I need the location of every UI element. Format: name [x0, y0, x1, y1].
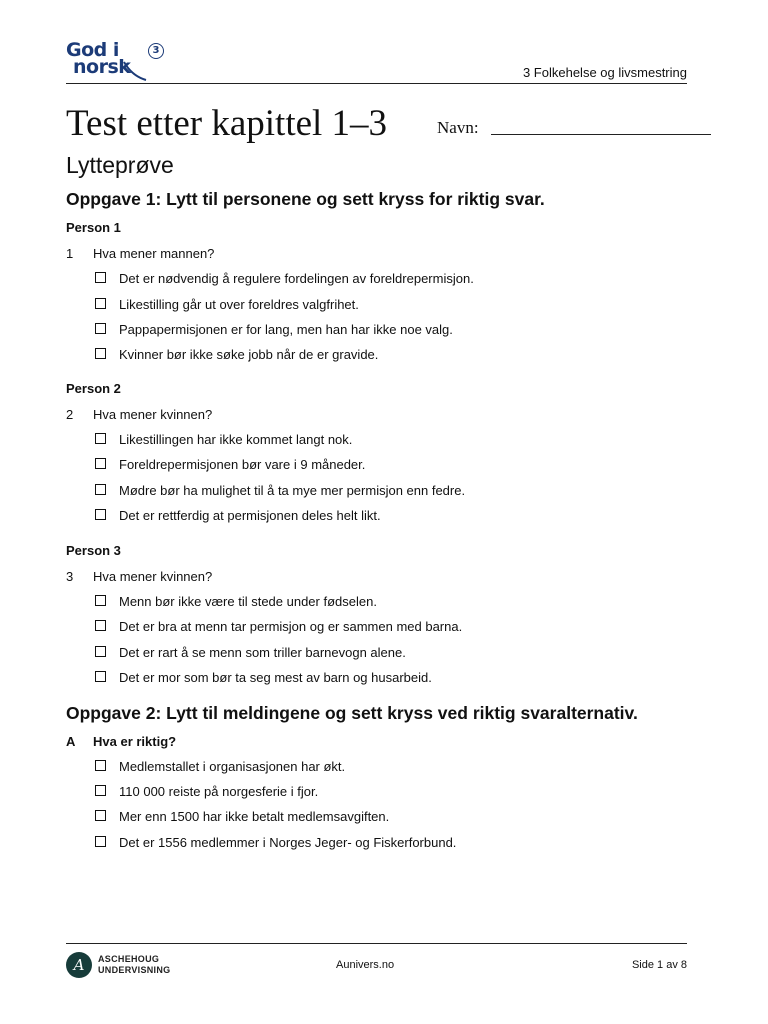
q3-option-1[interactable]: [95, 594, 377, 610]
t2-option-4[interactable]: [95, 835, 456, 851]
q1-option-1[interactable]: [95, 271, 474, 287]
checkbox[interactable]: [95, 484, 106, 495]
checkbox[interactable]: [95, 272, 106, 283]
q3-option-2[interactable]: [95, 619, 462, 635]
question3-number: 3: [66, 569, 74, 584]
option-label: Mødre bør ha mulighet til å ta mye mer permisjon enn fedre.: [119, 483, 466, 498]
checkbox[interactable]: [95, 646, 106, 657]
q2-option-2[interactable]: [95, 457, 365, 473]
checkbox[interactable]: [95, 836, 106, 847]
footer-site-link[interactable]: Aunivers.no: [336, 959, 395, 971]
person2-label: Person 2: [66, 381, 121, 396]
question2-text: Hva mener kvinnen?: [93, 407, 213, 422]
option-label: Medlemstallet i organisasjonen har økt.: [119, 759, 346, 774]
task2-title: Oppgave 2: Lytt til meldingene og sett kryss ved riktig svaralternativ.: [66, 703, 638, 723]
brand-line2: UNDERVISNING: [98, 965, 171, 975]
option-label: Det er 1556 medlemmer i Norges Jeger- og Fiskerforbund.: [119, 835, 457, 850]
option-label: Det er nødvendig å regulere fordelingen av foreldrepermisjon.: [119, 271, 474, 286]
aschehoug-brand-text: [98, 954, 170, 976]
checkbox[interactable]: [95, 810, 106, 821]
page-subtitle: Lytteprøve: [66, 152, 174, 178]
option-label: Likestillingen har ikke kommet langt nok.: [119, 432, 353, 447]
checkbox[interactable]: [95, 433, 106, 444]
task2-question: Hva er riktig?: [93, 734, 177, 749]
option-label: Menn bør ikke være til stede under fødselen.: [119, 594, 377, 609]
q1-option-2[interactable]: [95, 297, 359, 313]
q3-option-3[interactable]: [95, 645, 406, 661]
question1-text: Hva mener mannen?: [93, 246, 215, 261]
logo-swoosh-icon: [66, 60, 156, 82]
q2-option-3[interactable]: [95, 483, 465, 499]
logo-line2: norsk: [73, 56, 131, 78]
q2-option-4[interactable]: [95, 508, 381, 524]
t2-option-3[interactable]: [95, 809, 389, 825]
person1-label: Person 1: [66, 220, 121, 235]
name-field[interactable]: [491, 134, 711, 135]
q3-option-4[interactable]: [95, 670, 432, 686]
option-label: Det er bra at menn tar permisjon og er sammen med barna.: [119, 619, 463, 634]
checkbox[interactable]: [95, 298, 106, 309]
q1-option-4[interactable]: [95, 347, 378, 363]
option-label: Pappapermisjonen er for lang, men han har ikke noe valg.: [119, 322, 453, 337]
page-number: Side 1 av 8: [631, 959, 687, 971]
checkbox[interactable]: [95, 785, 106, 796]
checkbox[interactable]: [95, 620, 106, 631]
option-label: 110 000 reiste på norgesferie i fjor.: [119, 784, 319, 799]
task1-title: Oppgave 1: Lytt til personene og sett kryss for riktig svar.: [66, 189, 545, 209]
q2-option-1[interactable]: [95, 432, 352, 448]
task2-label: A: [66, 734, 76, 749]
checkbox[interactable]: [95, 595, 106, 606]
option-label: Det er mor som bør ta seg mest av barn og husarbeid.: [119, 670, 432, 685]
question1-number: 1: [66, 246, 74, 261]
aschehoug-emblem-icon: A: [66, 952, 92, 978]
option-label: Mer enn 1500 har ikke betalt medlemsavgiften.: [119, 809, 390, 824]
logo-badge: 3: [148, 43, 164, 59]
option-label: Likestilling går ut over foreldres valgfrihet.: [119, 297, 359, 312]
question2-number: 2: [66, 407, 74, 422]
god-i-norsk-logo: [66, 39, 166, 82]
footer-divider: [66, 943, 687, 944]
person3-label: Person 3: [66, 543, 121, 558]
q1-option-3[interactable]: [95, 322, 453, 338]
option-label: Kvinner bør ikke søke jobb når de er gravide.: [119, 347, 379, 362]
header-divider: [66, 83, 687, 84]
t2-option-2[interactable]: [95, 784, 318, 800]
option-label: Foreldrepermisjonen bør vare i 9 måneder.: [119, 457, 366, 472]
checkbox[interactable]: [95, 509, 106, 520]
brand-line1: ASCHEHOUG: [98, 954, 160, 964]
checkbox[interactable]: [95, 458, 106, 469]
page-title: Test etter kapittel 1–3: [66, 103, 388, 144]
logo-line1: God i: [66, 39, 119, 61]
t2-option-1[interactable]: [95, 759, 345, 775]
option-label: Det er rart å se menn som triller barnevogn alene.: [119, 645, 406, 660]
checkbox[interactable]: [95, 760, 106, 771]
checkbox[interactable]: [95, 671, 106, 682]
question3-text: Hva mener kvinnen?: [93, 569, 213, 584]
name-label: Navn:: [437, 118, 479, 137]
checkbox[interactable]: [95, 323, 106, 334]
option-label: Det er rettferdig at permisjonen deles helt likt.: [119, 508, 381, 523]
chapter-title: 3 Folkehelse og livsmestring: [522, 65, 687, 80]
checkbox[interactable]: [95, 348, 106, 359]
